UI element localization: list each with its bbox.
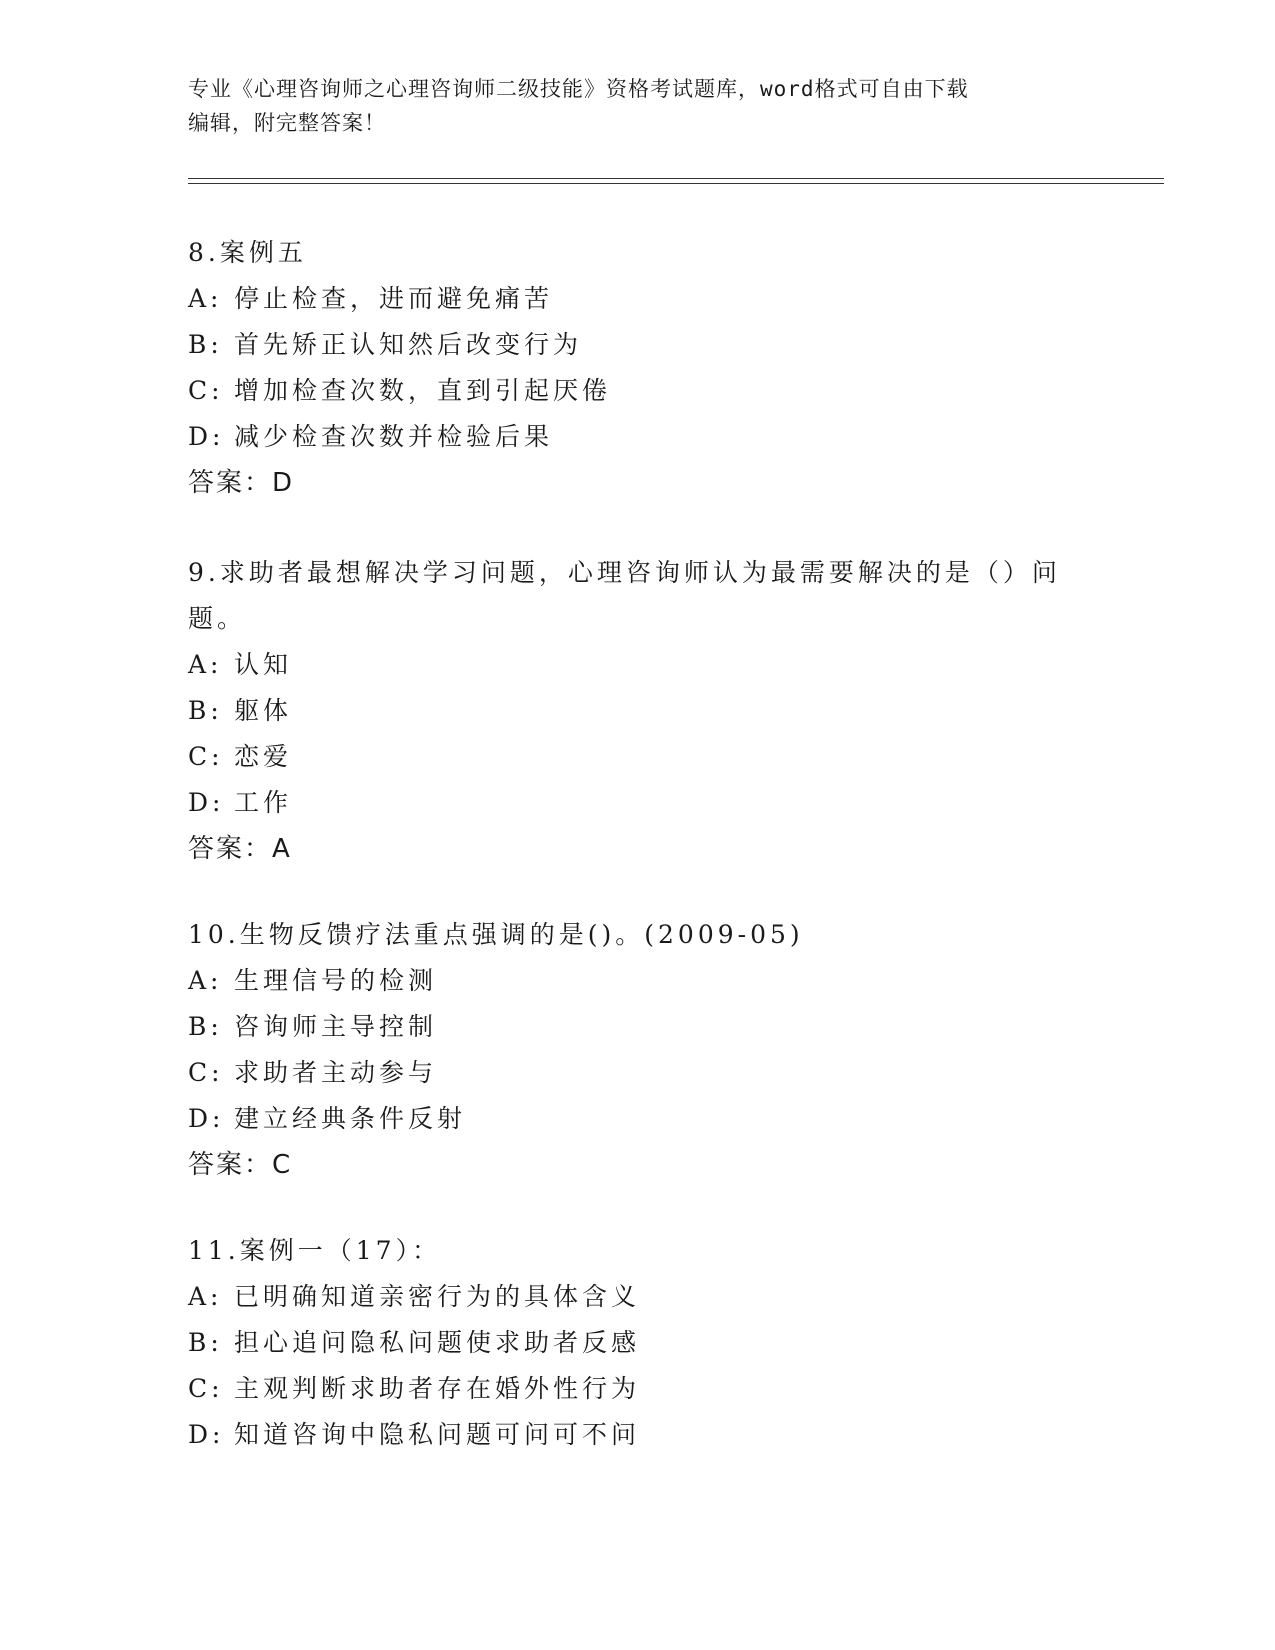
header-line-2: 编辑，附完整答案！ bbox=[188, 111, 386, 135]
option-text: 工作 bbox=[234, 788, 293, 817]
option-d bbox=[188, 414, 1088, 460]
option-b bbox=[188, 1320, 1088, 1366]
option-key: C: bbox=[188, 376, 224, 405]
option-a bbox=[188, 642, 1088, 688]
header-divider-top bbox=[188, 178, 1164, 179]
option-text: 减少检查次数并检验后果 bbox=[234, 422, 554, 451]
question-stem: 8.案例五 bbox=[188, 238, 307, 267]
option-text: 已明确知道亲密行为的具体含义 bbox=[234, 1282, 641, 1311]
option-d bbox=[188, 780, 1088, 826]
question-10 bbox=[188, 912, 1088, 1188]
header-line-1: 专业《心理咨询师之心理咨询师二级技能》资格考试题库，word格式可自由下载 bbox=[188, 77, 969, 101]
option-key: C: bbox=[188, 1374, 224, 1403]
option-key: D: bbox=[188, 788, 225, 817]
question-11 bbox=[188, 1228, 1088, 1458]
option-text: 咨询师主导控制 bbox=[234, 1012, 438, 1041]
header-divider-bottom bbox=[188, 183, 1164, 184]
option-a bbox=[188, 1274, 1088, 1320]
option-c bbox=[188, 1050, 1088, 1096]
option-a bbox=[188, 276, 1088, 322]
option-key: D: bbox=[188, 1420, 225, 1449]
option-text: 担心追问隐私问题使求助者反感 bbox=[234, 1328, 641, 1357]
option-text: 首先矫正认知然后改变行为 bbox=[234, 330, 583, 359]
answer: 答案：C bbox=[188, 1150, 293, 1180]
option-key: A: bbox=[188, 284, 223, 313]
option-d bbox=[188, 1096, 1088, 1142]
answer: 答案：A bbox=[188, 834, 292, 864]
document-header bbox=[188, 72, 1088, 140]
option-c bbox=[188, 734, 1088, 780]
option-b bbox=[188, 688, 1088, 734]
option-a bbox=[188, 958, 1088, 1004]
option-c bbox=[188, 1366, 1088, 1412]
question-stem: 10.生物反馈疗法重点强调的是()。(2009-05) bbox=[188, 920, 804, 949]
option-text: 知道咨询中隐私问题可问可不问 bbox=[234, 1420, 641, 1449]
option-key: D: bbox=[188, 422, 225, 451]
option-key: A: bbox=[188, 966, 223, 995]
option-text: 主观判断求助者存在婚外性行为 bbox=[234, 1374, 641, 1403]
option-key: B: bbox=[188, 696, 223, 725]
option-key: C: bbox=[188, 1058, 224, 1087]
option-key: D: bbox=[188, 1104, 225, 1133]
answer: 答案：D bbox=[188, 468, 295, 498]
option-key: B: bbox=[188, 330, 223, 359]
option-key: A: bbox=[188, 1282, 223, 1311]
option-text: 恋爱 bbox=[234, 742, 293, 771]
question-8 bbox=[188, 230, 1088, 506]
option-text: 建立经典条件反射 bbox=[234, 1104, 467, 1133]
option-text: 增加检查次数，直到引起厌倦 bbox=[234, 376, 612, 405]
option-b bbox=[188, 322, 1088, 368]
option-text: 停止检查，进而避免痛苦 bbox=[234, 284, 554, 313]
option-text: 躯体 bbox=[234, 696, 293, 725]
option-key: B: bbox=[188, 1328, 223, 1357]
option-d bbox=[188, 1412, 1088, 1458]
option-key: B: bbox=[188, 1012, 223, 1041]
option-b bbox=[188, 1004, 1088, 1050]
option-text: 生理信号的检测 bbox=[234, 966, 438, 995]
question-stem: 9.求助者最想解决学习问题，心理咨询师认为最需要解决的是（）问题。 bbox=[188, 558, 1061, 633]
option-c bbox=[188, 368, 1088, 414]
question-9 bbox=[188, 550, 1088, 872]
option-text: 求助者主动参与 bbox=[234, 1058, 438, 1087]
question-stem: 11.案例一（17）： bbox=[188, 1236, 442, 1265]
option-key: A: bbox=[188, 650, 223, 679]
option-key: C: bbox=[188, 742, 224, 771]
option-text: 认知 bbox=[234, 650, 293, 679]
